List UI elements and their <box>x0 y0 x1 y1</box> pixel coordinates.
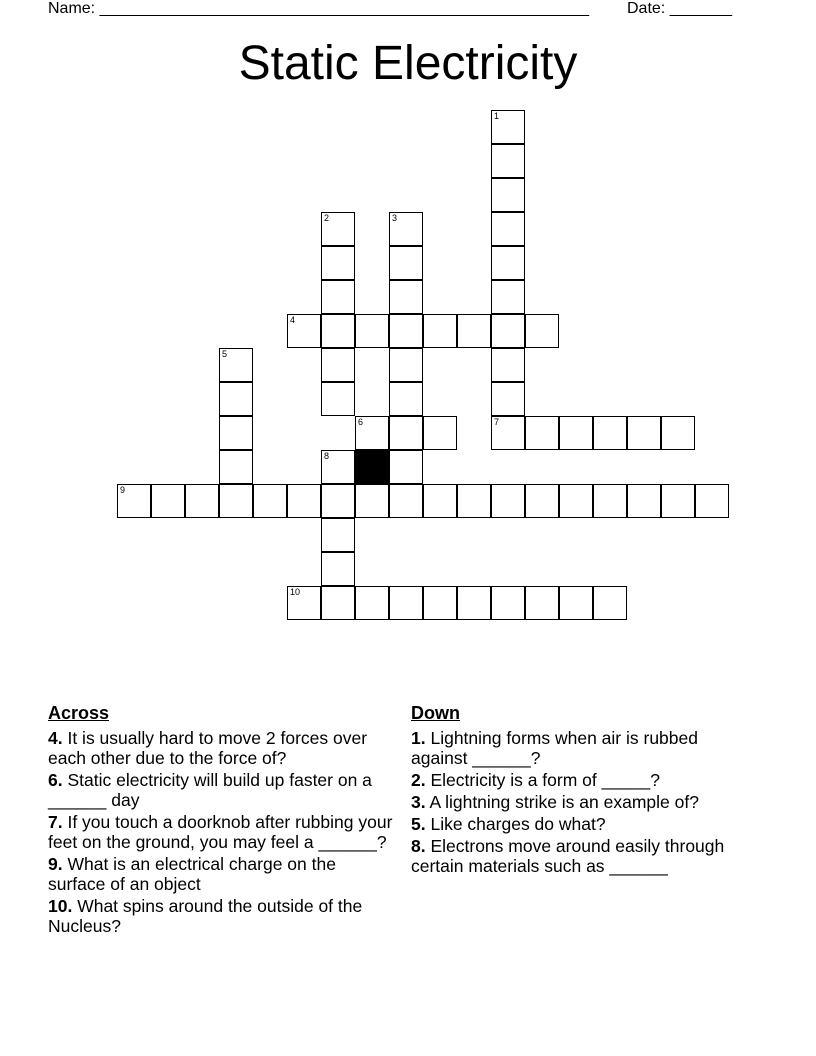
grid-cell[interactable] <box>491 416 525 450</box>
grid-cell[interactable] <box>355 484 389 518</box>
grid-cell[interactable] <box>389 450 423 484</box>
down-clue <box>411 770 731 790</box>
grid-cell[interactable] <box>389 382 423 416</box>
grid-cell[interactable] <box>457 484 491 518</box>
grid-cell[interactable] <box>423 314 457 348</box>
clue-number-label: 6 <box>358 417 364 427</box>
clue-number: 10. <box>48 896 73 916</box>
grid-cell[interactable] <box>389 314 423 348</box>
grid-cell[interactable] <box>491 246 525 280</box>
grid-cell[interactable] <box>219 484 253 518</box>
grid-block <box>355 450 389 484</box>
clue-number-label: 1 <box>494 111 500 121</box>
grid-cell[interactable] <box>321 586 355 620</box>
clue-number-label: 10 <box>290 587 301 597</box>
down-clue <box>411 728 731 768</box>
grid-cell[interactable] <box>321 518 355 552</box>
name-field: Name: _______________________________________________________ <box>48 0 589 17</box>
grid-cell[interactable] <box>389 416 423 450</box>
grid-cell[interactable] <box>389 586 423 620</box>
clue-number: 4. <box>48 728 63 748</box>
grid-cell[interactable] <box>389 348 423 382</box>
grid-cell[interactable] <box>219 450 253 484</box>
across-clue <box>48 854 393 894</box>
grid-cell[interactable] <box>559 586 593 620</box>
clue-number: 1. <box>411 728 426 748</box>
page-title: Static Electricity <box>238 37 578 90</box>
clue-text: Like charges do what? <box>425 814 606 834</box>
grid-cell[interactable] <box>491 178 525 212</box>
grid-cell[interactable] <box>491 280 525 314</box>
grid-cell[interactable] <box>491 348 525 382</box>
grid-cell[interactable] <box>117 484 151 518</box>
clue-text: It is usually hard to move 2 forces over each other due to the force of? <box>48 728 368 768</box>
grid-cell[interactable] <box>355 416 389 450</box>
clue-text: A lightning strike is an example of? <box>425 792 699 812</box>
grid-cell[interactable] <box>321 450 355 484</box>
grid-cell[interactable] <box>661 484 695 518</box>
down-clue <box>411 814 731 834</box>
across-clue <box>48 770 393 810</box>
down-heading: Down <box>411 703 460 723</box>
clue-number: 5. <box>411 814 426 834</box>
grid-cell[interactable] <box>151 484 185 518</box>
clue-number: 8. <box>411 836 426 856</box>
clue-number: 2. <box>411 770 426 790</box>
grid-cell[interactable] <box>525 484 559 518</box>
grid-cell[interactable] <box>491 314 525 348</box>
grid-cell[interactable] <box>423 586 457 620</box>
clue-number: 7. <box>48 812 63 832</box>
grid-cell[interactable] <box>389 246 423 280</box>
grid-cell[interactable] <box>389 212 423 246</box>
grid-cell[interactable] <box>491 212 525 246</box>
clue-number: 6. <box>48 770 63 790</box>
grid-cell[interactable] <box>525 586 559 620</box>
clue-text: Electricity is a form of _____? <box>425 770 661 790</box>
clue-number-label: 3 <box>392 213 398 223</box>
date-field: Date: _______ <box>627 0 732 17</box>
grid-cell[interactable] <box>185 484 219 518</box>
clue-number-label: 5 <box>222 349 228 359</box>
grid-cell[interactable] <box>525 416 559 450</box>
grid-cell[interactable] <box>491 484 525 518</box>
clue-number-label: 7 <box>494 417 500 427</box>
grid-cell[interactable] <box>321 212 355 246</box>
clue-number-label: 8 <box>324 451 330 461</box>
across-clue <box>48 812 393 852</box>
grid-cell[interactable] <box>321 246 355 280</box>
across-clue <box>48 728 393 768</box>
grid-cell[interactable] <box>457 586 491 620</box>
grid-cell[interactable] <box>321 484 355 518</box>
grid-cell[interactable] <box>559 484 593 518</box>
grid-cell[interactable] <box>423 416 457 450</box>
grid-cell[interactable] <box>593 586 627 620</box>
grid-cell[interactable] <box>219 348 253 382</box>
grid-cell[interactable] <box>253 484 287 518</box>
clue-text: Lightning forms when air is rubbed against ______? <box>411 728 698 768</box>
grid-cell[interactable] <box>627 484 661 518</box>
grid-cell[interactable] <box>355 586 389 620</box>
grid-cell[interactable] <box>219 382 253 416</box>
grid-cell[interactable] <box>491 586 525 620</box>
across-heading: Across <box>48 703 110 723</box>
grid-cell[interactable] <box>287 586 321 620</box>
grid-cell[interactable] <box>491 144 525 178</box>
down-clues <box>411 702 731 878</box>
grid-cell[interactable] <box>321 314 355 348</box>
grid-cell[interactable] <box>389 280 423 314</box>
clue-number-label: 4 <box>290 315 296 325</box>
down-clue <box>411 836 731 876</box>
grid-cell[interactable] <box>661 416 695 450</box>
grid-cell[interactable] <box>627 416 661 450</box>
grid-cell[interactable] <box>321 552 355 586</box>
across-clue <box>48 896 393 936</box>
grid-cell[interactable] <box>491 382 525 416</box>
clue-text: What is an electrical charge on the surface of an object <box>48 854 336 894</box>
across-clues <box>48 702 393 938</box>
clue-number: 3. <box>411 792 426 812</box>
grid-cell[interactable] <box>695 484 729 518</box>
grid-cell[interactable] <box>593 484 627 518</box>
clue-number-label: 2 <box>324 213 330 223</box>
grid-cell[interactable] <box>559 416 593 450</box>
grid-cell[interactable] <box>321 348 355 382</box>
grid-cell[interactable] <box>457 314 491 348</box>
grid-cell[interactable] <box>525 314 559 348</box>
grid-cell[interactable] <box>219 416 253 450</box>
clue-text: Static electricity will build up faster on a ______ day <box>48 770 372 810</box>
grid-cell[interactable] <box>321 382 355 416</box>
clue-text: What spins around the outside of the Nucleus? <box>48 896 363 936</box>
clue-text: Electrons move around easily through certain materials such as ______ <box>411 836 725 876</box>
clue-number-label: 9 <box>120 485 126 495</box>
grid-cell[interactable] <box>491 110 525 144</box>
grid-cell[interactable] <box>423 484 457 518</box>
grid-cell[interactable] <box>593 416 627 450</box>
grid-cell[interactable] <box>355 314 389 348</box>
grid-cell[interactable] <box>287 484 321 518</box>
clue-text: If you touch a doorknob after rubbing your feet on the ground, you may feel a ______? <box>48 812 393 852</box>
down-clue <box>411 792 731 812</box>
clue-number: 9. <box>48 854 63 874</box>
grid-cell[interactable] <box>287 314 321 348</box>
grid-cell[interactable] <box>389 484 423 518</box>
grid-cell[interactable] <box>321 280 355 314</box>
